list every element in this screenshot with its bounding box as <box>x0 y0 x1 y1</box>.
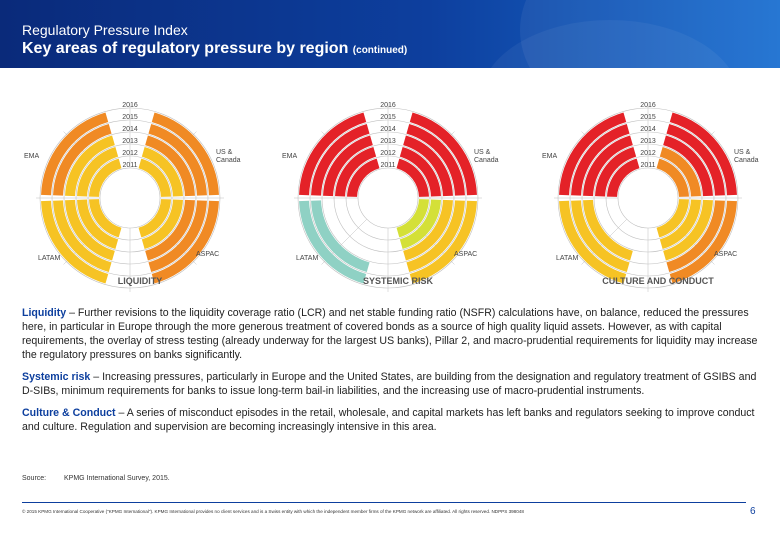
grid-ring <box>358 168 418 228</box>
year-label: 2013 <box>640 138 656 145</box>
footer-divider <box>22 502 746 503</box>
chart-systemic-risk <box>258 88 518 298</box>
page-title <box>22 40 407 58</box>
year-label: 2014 <box>122 126 138 133</box>
grid-ring <box>618 168 678 228</box>
region-label: EMA <box>24 153 40 160</box>
chart-title: CULTURE AND CONDUCT <box>602 276 714 286</box>
region-label: EMA <box>542 153 558 160</box>
radial-chart-culture-and-conduct <box>518 88 778 298</box>
year-label: 2016 <box>122 102 138 109</box>
year-label: 2016 <box>640 102 656 109</box>
page-title-text: Key areas of regulatory pressure by region <box>22 40 349 57</box>
radial-chart-liquidity <box>0 88 260 298</box>
year-label: 2015 <box>380 114 396 121</box>
paragraph-culture-conduct <box>22 406 764 434</box>
year-label: 2015 <box>122 114 138 121</box>
year-label: 2012 <box>380 150 396 157</box>
paragraph-liquidity <box>22 306 764 362</box>
region-label: EMA <box>282 153 298 160</box>
year-label: 2014 <box>640 126 656 133</box>
year-label: 2012 <box>640 150 656 157</box>
page-subtitle: Regulatory Pressure Index <box>22 22 188 38</box>
region-label: LATAM <box>38 255 61 262</box>
radial-chart-systemic-risk <box>258 88 518 298</box>
term-culture-conduct: Culture & Conduct <box>22 407 116 419</box>
source-note <box>22 475 170 482</box>
year-label: 2015 <box>640 114 656 121</box>
year-label: 2012 <box>122 150 138 157</box>
term-liquidity: Liquidity <box>22 307 67 319</box>
region-label: ASPAC <box>454 251 478 258</box>
chart-culture-and-conduct <box>518 88 778 298</box>
paragraph-text: – Increasing pressures, particularly in Europe and the United States, are building from the designation and regulatory treatment of GSIBS and D-SIBs, minimum requirements for banks to issue long-term bail-in liabilities, and the increasing use of macro-prudential instruments. <box>22 371 757 397</box>
year-label: 2011 <box>640 162 656 169</box>
grid-ring <box>100 168 160 228</box>
region-label: LATAM <box>556 255 579 262</box>
region-label: LATAM <box>296 255 319 262</box>
year-label: 2013 <box>122 138 138 145</box>
region-label: ASPAC <box>196 251 220 258</box>
footer-legal: © 2015 KPMG International Cooperative ("KPMG International"). KPMG International provides no client services and is a Swiss entity with which the independent member firms of the KPMG network are affiliated. All rights reserved. NDPPS 398048 <box>22 509 524 514</box>
year-label: 2011 <box>122 162 138 169</box>
term-systemic-risk: Systemic risk <box>22 371 91 383</box>
region-label: US & Canada <box>734 149 759 164</box>
year-label: 2013 <box>380 138 396 145</box>
year-label: 2014 <box>380 126 396 133</box>
paragraph-text: – Further revisions to the liquidity coverage ratio (LCR) and net stable funding ratio (NSFR) calculations have, on balance, reduced the pressures here, in particular in Europe through the more generous treatment of covered bonds as a source of high quality liquid assets. However, as with capital requirements, the overlay of stress testing (already underway for the largest US banks), Pillar 2, and macro-prudential requirements for liquidity may increase the regulatory pressures on banks significantly. <box>22 307 758 361</box>
region-label: US & Canada <box>474 149 499 164</box>
commentary <box>22 306 764 442</box>
year-label: 2016 <box>380 102 396 109</box>
chart-liquidity <box>0 88 260 298</box>
paragraph-text: – A series of misconduct episodes in the retail, wholesale, and capital markets has left banks and regulators seeking to improve conduct and culture. Regulation and supervision are becoming increasingly intensive in this area. <box>22 407 755 433</box>
header-banner <box>0 0 780 68</box>
page-number: 6 <box>750 506 756 517</box>
chart-title: LIQUIDITY <box>117 276 163 286</box>
source-label: Source: <box>22 475 47 482</box>
source-value: KPMG International Survey, 2015. <box>64 475 170 482</box>
chart-title: SYSTEMIC RISK <box>362 276 434 286</box>
region-label: US & Canada <box>216 149 241 164</box>
year-label: 2011 <box>380 162 396 169</box>
region-label: ASPAC <box>714 251 738 258</box>
paragraph-systemic-risk <box>22 370 764 398</box>
page-title-suffix: (continued) <box>352 45 408 56</box>
